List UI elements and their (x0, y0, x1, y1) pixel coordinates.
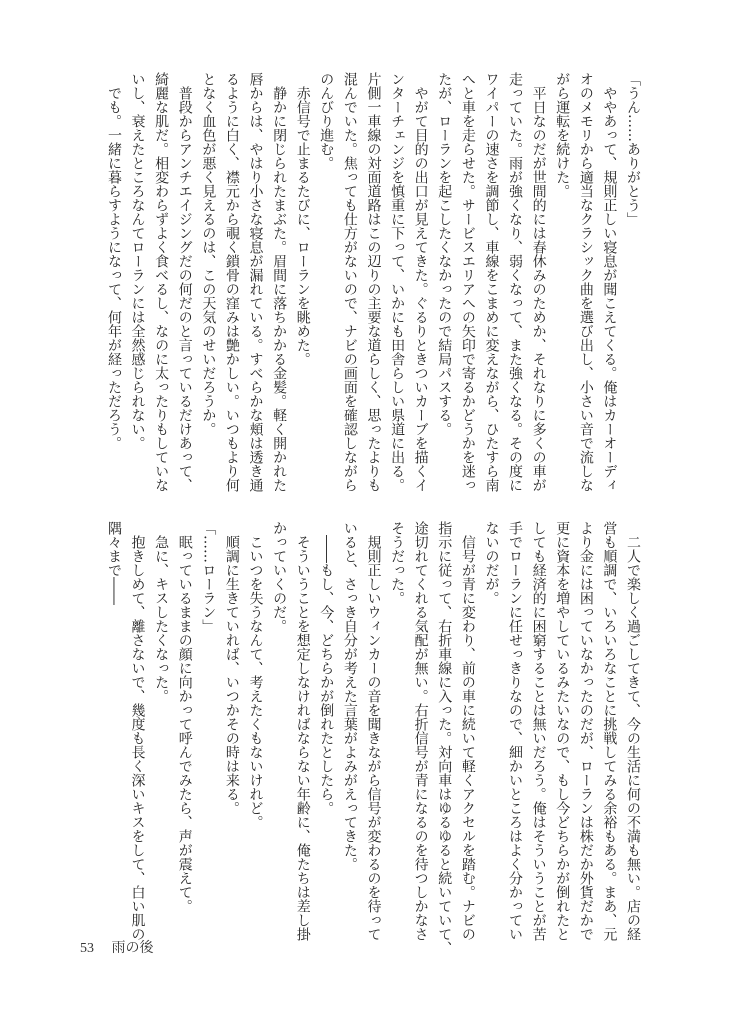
text-column: かっていくのだ。 (271, 521, 288, 633)
text-column: となく血色が悪く見えるのは、この天気のせいだろうか。 (200, 72, 217, 436)
text-column: 順調に生きていれば、いつかその時は来る。 (223, 521, 240, 815)
text-column: 急に、キスしたくなった。 (153, 521, 170, 703)
text-column: 手でローランに任せっきりなので、細かいところはよく分かってい (507, 521, 524, 941)
text-column: 綺麗な肌だ。相変わらずよく食べるし、なのに太ったりもしていな (153, 72, 170, 492)
text-column: 走っていた。雨が強くなり、弱くなって、また強くなる。その度に (507, 72, 524, 492)
text-column: こいつを失うなんて、考えたくもないけれど。 (247, 521, 264, 829)
text-column: ンターチェンジを慎重に下って、いかにも田舎らしい県道に出る。 (389, 72, 406, 492)
text-column: 静かに閉じられたまぶた。眉間に落ちかかる金髪。軽く開かれた (271, 72, 288, 492)
text-column: たが、ローランを起こしたくなかったので結局パスする。 (436, 72, 453, 436)
page-footer (80, 937, 168, 957)
text-column: 平日なのだが世間的には春休みのためか、それなりに多くの車が (530, 72, 547, 492)
text-column: 「うん……ありがとう」 (625, 72, 641, 226)
text-column: 途切れてくれる気配が無い。右折信号が青になるのを待つしかなさ (412, 521, 429, 941)
text-column: 指示に従って、右折車線に入った。対向車はゆるゆると続いていて、 (436, 521, 453, 955)
text-column: 営も順調で、いろいろなことに挑戦してみる余裕もある。まあ、元 (601, 521, 618, 941)
text-column: 抱きしめて、離さないで、幾度も長く深いキスをして、白い肌の (129, 521, 146, 941)
text-column: 赤信号で止まるたびに、ローランを眺めた。 (294, 72, 311, 366)
text-column: ややあって、規則正しい寝息が聞こえてくる。俺はカーオーディ (601, 72, 618, 492)
text-column: 「……ローラン」 (200, 521, 217, 633)
text-column: 二人で楽しく過ごしてきて、今の生活に何の不満も無い。店の経 (625, 521, 641, 941)
text-column: より金には困っていなかったのだが、ローランは株だか外貨だかで (577, 521, 594, 941)
text-column: ないのだが。 (483, 521, 500, 605)
text-column: でも。一緒に暮らすようになって、何年が経っただろう。 (105, 72, 122, 450)
text-column: いると、さっき自分が考えた言葉がよみがえってきた。 (341, 521, 358, 871)
upper-text-block (101, 72, 644, 494)
text-column: 唇からは、やはり小さな寝息が漏れている。すべらかな頬は透き通 (247, 72, 264, 492)
text-column: がら運転を続けた。 (554, 72, 571, 198)
text-column: そういうことを想定しなければならない年齢に、俺たちは差し掛 (294, 521, 311, 941)
text-column: ――もし、今、どちらかが倒れたとしたら。 (318, 521, 335, 815)
text-column: 眠っているままの顔に向かって呼んでみたら、声が震えて。 (176, 521, 193, 913)
text-column: 更に資本を増やしているみたいなので、もし今どちらかが倒れたと (554, 521, 571, 941)
text-column: ワイパーの速さを調節し、車線をこまめに変えながら、ひたすら南 (483, 72, 500, 492)
text-column: いし、衰えたところなんてローランには全然感じられない。 (129, 72, 146, 450)
text-column: 混んでいた。焦っても仕方がないので、ナビの画面を確認しながら (341, 72, 358, 492)
text-column: やがて目的の出口が見えてきた。ぐるりときついカーブを描くイ (412, 72, 429, 492)
text-column: 隅々まで―― (105, 521, 122, 605)
text-column: 普段からアンチエイジングだの何だのと言っているだけあって、 (176, 72, 193, 492)
text-column: 信号が青に変わり、前の車に続いて軽くアクセルを踏む。ナビの (459, 521, 476, 941)
page-number: 53 (80, 941, 94, 956)
running-title: 雨の後 (111, 941, 154, 956)
text-column: るように白く、襟元から覗く鎖骨の窪みは艶かしい。いつもより何 (223, 72, 240, 492)
text-column: そうだった。 (389, 521, 406, 605)
text-column: 規則正しいウィンカーの音を聞きながら信号が変わるのを待って (365, 521, 382, 941)
text-column: 片側一車線の対面道路はこの辺りの主要な道らしく、思ったよりも (365, 72, 382, 492)
text-column: オのメモリから適当なクラシック曲を選び出し、小さい音で流しな (577, 72, 594, 492)
text-column: のんびり進む。 (318, 72, 335, 170)
text-column: しても経済的に困窮することは無いだろう。俺はそういうことが苦 (530, 521, 547, 941)
text-column: へと車を走らせた。サービスエリアへの矢印で寄るかどうかを迷っ (459, 72, 476, 492)
